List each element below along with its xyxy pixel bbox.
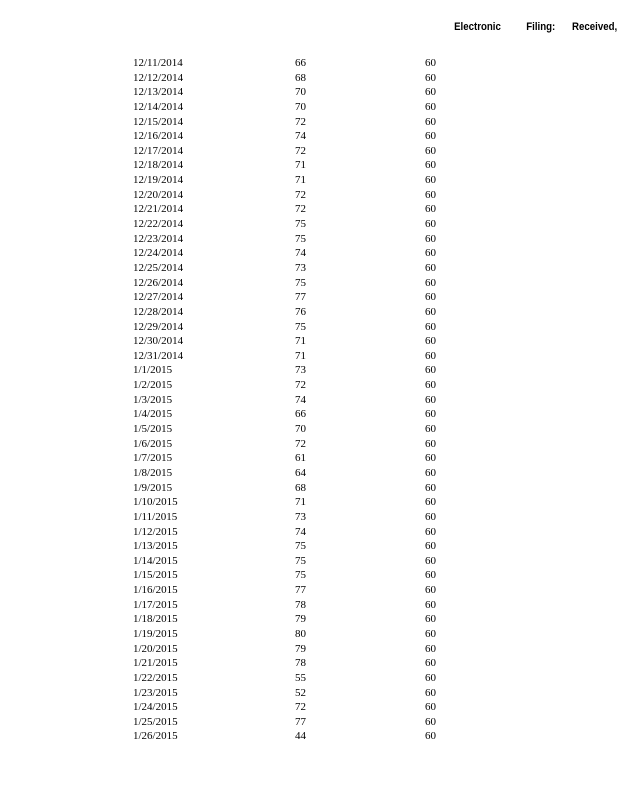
value-a-cell: 72 bbox=[295, 379, 306, 392]
value-c-cell: 60 bbox=[425, 657, 436, 670]
value-a-cell: 77 bbox=[295, 584, 306, 597]
value-a-cell: 70 bbox=[295, 423, 306, 436]
value-a-cell: 77 bbox=[295, 715, 306, 728]
table-row bbox=[0, 466, 618, 481]
table-row bbox=[0, 495, 618, 510]
value-a-cell: 70 bbox=[295, 100, 306, 113]
value-c-cell: 60 bbox=[425, 188, 436, 201]
table-row bbox=[0, 56, 618, 71]
date-cell: 1/13/2015 bbox=[133, 540, 178, 553]
value-a-cell: 72 bbox=[295, 115, 306, 128]
value-a-cell: 64 bbox=[295, 466, 306, 479]
value-c-cell: 60 bbox=[425, 525, 436, 538]
date-cell: 1/7/2015 bbox=[133, 452, 173, 465]
value-a-cell: 44 bbox=[295, 730, 306, 743]
date-cell: 12/28/2014 bbox=[133, 305, 184, 318]
date-cell: 12/24/2014 bbox=[133, 247, 184, 260]
value-a-cell: 61 bbox=[295, 452, 306, 465]
value-a-cell: 78 bbox=[295, 598, 306, 611]
table-row bbox=[0, 554, 618, 569]
value-c-cell: 60 bbox=[425, 291, 436, 304]
value-a-cell: 70 bbox=[295, 86, 306, 99]
table-row bbox=[0, 437, 618, 452]
value-c-cell: 60 bbox=[425, 203, 436, 216]
date-cell: 1/15/2015 bbox=[133, 569, 178, 582]
value-c-cell: 60 bbox=[425, 174, 436, 187]
value-a-cell: 72 bbox=[295, 188, 306, 201]
table-row bbox=[0, 290, 618, 305]
table-row bbox=[0, 393, 618, 408]
table-row bbox=[0, 246, 618, 261]
value-c-cell: 60 bbox=[425, 364, 436, 377]
value-c-cell: 60 bbox=[425, 247, 436, 260]
table-row bbox=[0, 510, 618, 525]
table-row bbox=[0, 525, 618, 540]
value-a-cell: 74 bbox=[295, 525, 306, 538]
table-row bbox=[0, 715, 618, 730]
value-c-cell: 60 bbox=[425, 540, 436, 553]
date-cell: 12/29/2014 bbox=[133, 320, 184, 333]
value-c-cell: 60 bbox=[425, 115, 436, 128]
header-word-electronic: Electronic bbox=[454, 21, 501, 33]
value-a-cell: 52 bbox=[295, 686, 306, 699]
date-cell: 1/14/2015 bbox=[133, 554, 178, 567]
date-cell: 1/3/2015 bbox=[133, 393, 173, 406]
value-c-cell: 60 bbox=[425, 71, 436, 84]
value-a-cell: 75 bbox=[295, 232, 306, 245]
value-c-cell: 60 bbox=[425, 159, 436, 172]
table-row bbox=[0, 158, 618, 173]
date-cell: 1/2/2015 bbox=[133, 379, 173, 392]
date-cell: 1/12/2015 bbox=[133, 525, 178, 538]
value-c-cell: 60 bbox=[425, 320, 436, 333]
table-row bbox=[0, 539, 618, 554]
value-c-cell: 60 bbox=[425, 715, 436, 728]
table-row bbox=[0, 686, 618, 701]
table-row bbox=[0, 627, 618, 642]
value-a-cell: 71 bbox=[295, 335, 306, 348]
date-cell: 1/20/2015 bbox=[133, 642, 178, 655]
date-cell: 12/12/2014 bbox=[133, 71, 184, 84]
date-cell: 1/22/2015 bbox=[133, 671, 178, 684]
table-row bbox=[0, 129, 618, 144]
value-a-cell: 73 bbox=[295, 510, 306, 523]
table-row bbox=[0, 100, 618, 115]
value-c-cell: 60 bbox=[425, 393, 436, 406]
value-c-cell: 60 bbox=[425, 130, 436, 143]
table-row bbox=[0, 642, 618, 657]
table-row bbox=[0, 481, 618, 496]
value-a-cell: 79 bbox=[295, 613, 306, 626]
date-cell: 1/23/2015 bbox=[133, 686, 178, 699]
date-cell: 12/31/2014 bbox=[133, 349, 184, 362]
value-a-cell: 75 bbox=[295, 554, 306, 567]
table-row bbox=[0, 202, 618, 217]
value-c-cell: 60 bbox=[425, 232, 436, 245]
value-c-cell: 60 bbox=[425, 86, 436, 99]
table-row bbox=[0, 71, 618, 86]
date-cell: 1/4/2015 bbox=[133, 408, 173, 421]
value-a-cell: 71 bbox=[295, 174, 306, 187]
value-c-cell: 60 bbox=[425, 408, 436, 421]
value-a-cell: 72 bbox=[295, 701, 306, 714]
value-a-cell: 71 bbox=[295, 496, 306, 509]
date-cell: 12/25/2014 bbox=[133, 261, 184, 274]
value-a-cell: 72 bbox=[295, 144, 306, 157]
table-row bbox=[0, 261, 618, 276]
value-c-cell: 60 bbox=[425, 569, 436, 582]
table-row bbox=[0, 85, 618, 100]
table-row bbox=[0, 612, 618, 627]
value-c-cell: 60 bbox=[425, 466, 436, 479]
date-cell: 1/24/2015 bbox=[133, 701, 178, 714]
value-a-cell: 80 bbox=[295, 627, 306, 640]
table-row bbox=[0, 656, 618, 671]
value-a-cell: 75 bbox=[295, 320, 306, 333]
table-row bbox=[0, 378, 618, 393]
date-cell: 12/30/2014 bbox=[133, 335, 184, 348]
table-row bbox=[0, 598, 618, 613]
value-a-cell: 77 bbox=[295, 291, 306, 304]
value-a-cell: 76 bbox=[295, 305, 306, 318]
date-cell: 1/5/2015 bbox=[133, 423, 173, 436]
value-a-cell: 74 bbox=[295, 130, 306, 143]
value-c-cell: 60 bbox=[425, 627, 436, 640]
date-cell: 12/17/2014 bbox=[133, 144, 184, 157]
date-cell: 12/23/2014 bbox=[133, 232, 184, 245]
table-row bbox=[0, 568, 618, 583]
table-row bbox=[0, 583, 618, 598]
date-cell: 12/27/2014 bbox=[133, 291, 184, 304]
date-cell: 12/16/2014 bbox=[133, 130, 184, 143]
date-cell: 1/8/2015 bbox=[133, 466, 173, 479]
value-c-cell: 60 bbox=[425, 305, 436, 318]
value-c-cell: 60 bbox=[425, 100, 436, 113]
date-cell: 12/20/2014 bbox=[133, 188, 184, 201]
table-row bbox=[0, 729, 618, 744]
header-word-filing: Filing: bbox=[526, 21, 556, 33]
value-c-cell: 60 bbox=[425, 701, 436, 714]
value-a-cell: 72 bbox=[295, 203, 306, 216]
date-cell: 12/19/2014 bbox=[133, 174, 184, 187]
date-cell: 1/10/2015 bbox=[133, 496, 178, 509]
value-c-cell: 60 bbox=[425, 452, 436, 465]
value-a-cell: 79 bbox=[295, 642, 306, 655]
value-c-cell: 60 bbox=[425, 584, 436, 597]
value-c-cell: 60 bbox=[425, 598, 436, 611]
value-c-cell: 60 bbox=[425, 276, 436, 289]
table-row bbox=[0, 700, 618, 715]
table-row bbox=[0, 276, 618, 291]
value-a-cell: 74 bbox=[295, 247, 306, 260]
table-row bbox=[0, 217, 618, 232]
date-cell: 1/16/2015 bbox=[133, 584, 178, 597]
date-cell: 1/9/2015 bbox=[133, 481, 173, 494]
value-c-cell: 60 bbox=[425, 510, 436, 523]
table-row bbox=[0, 451, 618, 466]
date-cell: 1/18/2015 bbox=[133, 613, 178, 626]
value-c-cell: 60 bbox=[425, 481, 436, 494]
table-row bbox=[0, 320, 618, 335]
value-c-cell: 60 bbox=[425, 349, 436, 362]
date-cell: 1/26/2015 bbox=[133, 730, 178, 743]
value-c-cell: 60 bbox=[425, 613, 436, 626]
value-a-cell: 66 bbox=[295, 408, 306, 421]
value-c-cell: 60 bbox=[425, 423, 436, 436]
value-a-cell: 73 bbox=[295, 261, 306, 274]
value-c-cell: 60 bbox=[425, 261, 436, 274]
header-word-received: Received, bbox=[572, 21, 618, 33]
date-cell: 12/18/2014 bbox=[133, 159, 184, 172]
value-c-cell: 60 bbox=[425, 437, 436, 450]
date-cell: 1/25/2015 bbox=[133, 715, 178, 728]
value-c-cell: 60 bbox=[425, 554, 436, 567]
table-row bbox=[0, 407, 618, 422]
value-c-cell: 60 bbox=[425, 671, 436, 684]
table-row bbox=[0, 173, 618, 188]
date-cell: 1/6/2015 bbox=[133, 437, 173, 450]
date-cell: 12/22/2014 bbox=[133, 218, 184, 231]
table-row bbox=[0, 188, 618, 203]
table-row bbox=[0, 349, 618, 364]
value-c-cell: 60 bbox=[425, 686, 436, 699]
data-table bbox=[0, 56, 618, 744]
value-c-cell: 60 bbox=[425, 642, 436, 655]
table-row bbox=[0, 363, 618, 378]
date-cell: 12/14/2014 bbox=[133, 100, 184, 113]
table-row bbox=[0, 305, 618, 320]
value-a-cell: 71 bbox=[295, 159, 306, 172]
filing-header bbox=[0, 21, 618, 35]
date-cell: 1/1/2015 bbox=[133, 364, 173, 377]
value-a-cell: 73 bbox=[295, 364, 306, 377]
value-c-cell: 60 bbox=[425, 496, 436, 509]
value-a-cell: 71 bbox=[295, 349, 306, 362]
date-cell: 12/26/2014 bbox=[133, 276, 184, 289]
value-a-cell: 74 bbox=[295, 393, 306, 406]
date-cell: 12/13/2014 bbox=[133, 86, 184, 99]
date-cell: 1/21/2015 bbox=[133, 657, 178, 670]
value-a-cell: 72 bbox=[295, 437, 306, 450]
date-cell: 1/19/2015 bbox=[133, 627, 178, 640]
value-c-cell: 60 bbox=[425, 730, 436, 743]
date-cell: 12/15/2014 bbox=[133, 115, 184, 128]
value-a-cell: 68 bbox=[295, 481, 306, 494]
table-row bbox=[0, 115, 618, 130]
value-a-cell: 75 bbox=[295, 218, 306, 231]
value-c-cell: 60 bbox=[425, 144, 436, 157]
date-cell: 12/11/2014 bbox=[133, 57, 183, 69]
value-c-cell: 60 bbox=[425, 218, 436, 231]
table-row bbox=[0, 144, 618, 159]
value-a-cell: 75 bbox=[295, 276, 306, 289]
table-row bbox=[0, 232, 618, 247]
value-a-cell: 55 bbox=[295, 671, 306, 684]
value-c-cell: 60 bbox=[425, 335, 436, 348]
value-a-cell: 75 bbox=[295, 569, 306, 582]
date-cell: 1/11/2015 bbox=[133, 510, 178, 523]
value-a-cell: 78 bbox=[295, 657, 306, 670]
value-c-cell: 60 bbox=[425, 57, 436, 69]
table-row bbox=[0, 422, 618, 437]
date-cell: 1/17/2015 bbox=[133, 598, 178, 611]
value-a-cell: 68 bbox=[295, 71, 306, 84]
value-a-cell: 66 bbox=[295, 57, 306, 69]
value-a-cell: 75 bbox=[295, 540, 306, 553]
date-cell: 12/21/2014 bbox=[133, 203, 184, 216]
value-c-cell: 60 bbox=[425, 379, 436, 392]
table-row bbox=[0, 334, 618, 349]
table-row bbox=[0, 671, 618, 686]
